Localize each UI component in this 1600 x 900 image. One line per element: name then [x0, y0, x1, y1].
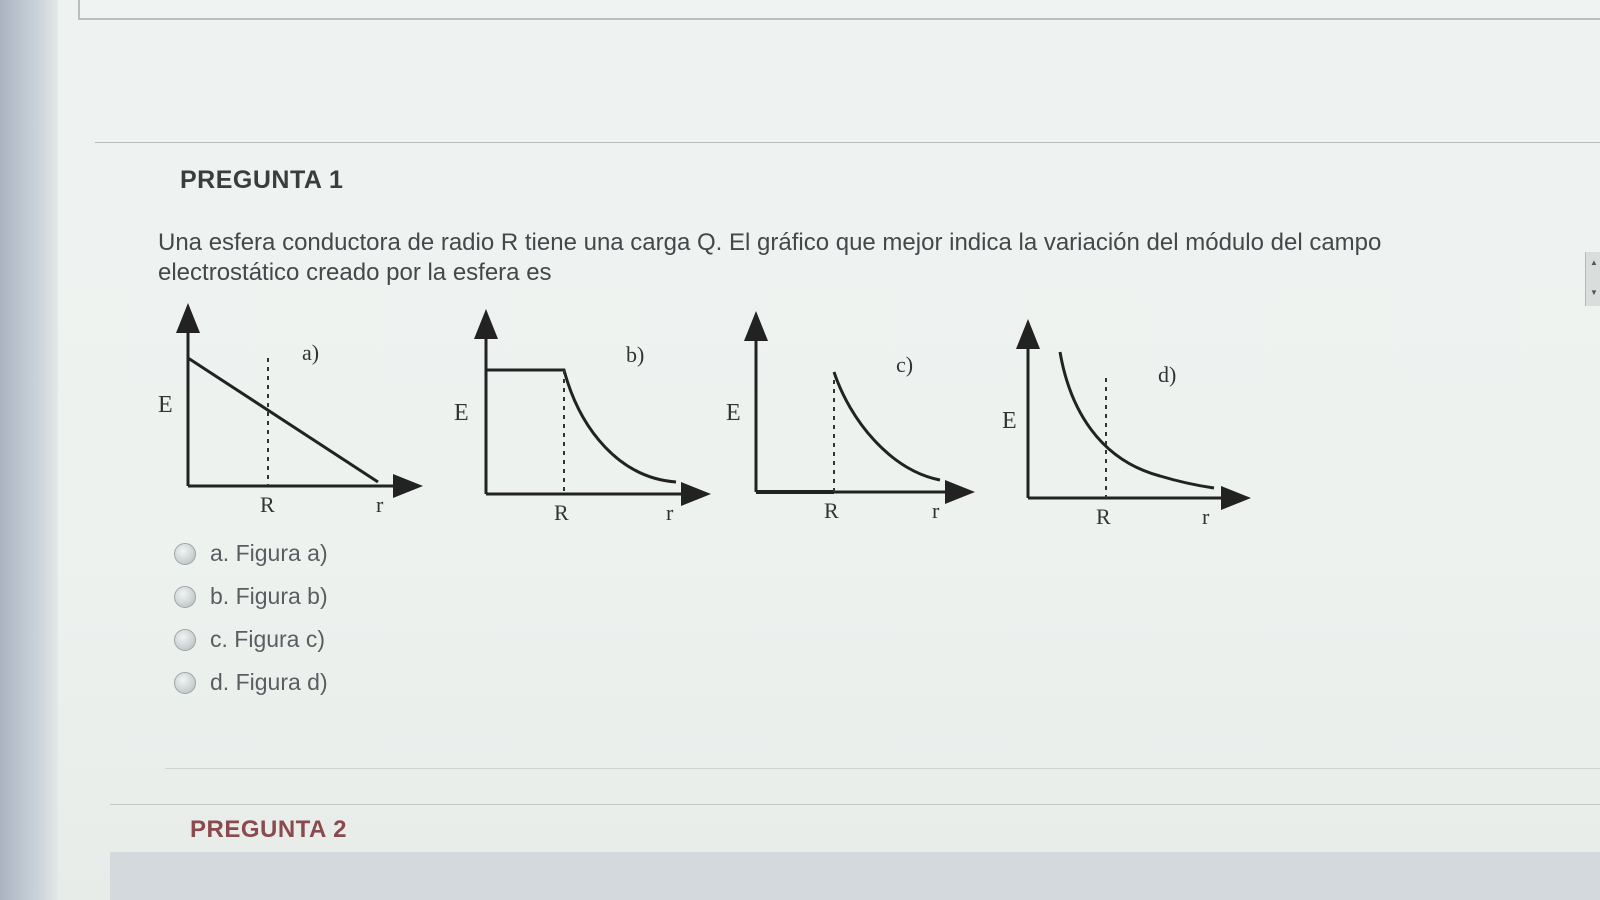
scroll-down-icon[interactable]: ▼: [1590, 288, 1598, 297]
divider-top: [95, 142, 1600, 143]
question-1-title: PREGUNTA 1: [180, 166, 344, 194]
figure-b-x-label: r: [666, 500, 674, 525]
previous-section-box: [78, 0, 1600, 20]
bottom-band: [110, 852, 1600, 900]
option-c[interactable]: [174, 618, 328, 661]
figure-a: [158, 318, 408, 517]
figure-a-curve: [188, 358, 378, 482]
option-a[interactable]: [174, 532, 328, 575]
figure-d-title: d): [1158, 362, 1177, 387]
figure-b-y-label: E: [454, 400, 469, 426]
option-b-radio[interactable]: [174, 586, 196, 608]
option-c-label[interactable]: c. Figura c): [210, 626, 326, 652]
option-d[interactable]: [174, 661, 328, 704]
option-a-radio[interactable]: [174, 543, 196, 565]
figure-d-x-label: r: [1202, 504, 1210, 529]
figure-c-title: c): [896, 352, 914, 377]
figure-c-r-label: R: [824, 498, 839, 523]
left-edge: [0, 0, 58, 900]
figure-d: [1002, 334, 1236, 529]
figure-d-curve: [1060, 352, 1214, 488]
divider-bottom: [110, 804, 1600, 805]
figure-c-curve: [834, 372, 940, 480]
scroll-up-icon[interactable]: ▲: [1590, 258, 1598, 267]
figures-image: [140, 300, 1280, 540]
scroll-handle[interactable]: [1585, 252, 1600, 306]
figure-a-title: a): [302, 340, 320, 365]
figure-b-title: b): [626, 342, 645, 367]
figure-a-r-label: R: [260, 492, 275, 517]
answer-options: [174, 532, 328, 704]
option-d-label[interactable]: d. Figura d): [210, 669, 328, 695]
figure-b-r-label: R: [554, 500, 569, 525]
question-1-text: Una esfera conductora de radio R tiene una carga Q. El gráfico que mejor indica la variación del módulo del campo electrostático creado por la esfera es: [158, 229, 1382, 286]
divider-mid: [165, 768, 1600, 769]
option-b-label[interactable]: b. Figura b): [210, 583, 328, 609]
figure-c: [726, 326, 960, 523]
question-2-title: PREGUNTA 2: [190, 816, 348, 843]
option-d-radio[interactable]: [174, 672, 196, 694]
option-c-radio[interactable]: [174, 629, 196, 651]
figure-c-x-label: r: [932, 498, 940, 523]
figure-d-y-label: E: [1002, 408, 1017, 434]
figure-a-x-label: r: [376, 492, 384, 517]
option-b[interactable]: [174, 575, 328, 618]
option-a-label[interactable]: a. Figura a): [210, 540, 328, 566]
figure-a-y-label: E: [158, 392, 173, 418]
figure-b: [454, 324, 696, 525]
figure-d-r-label: R: [1096, 504, 1111, 529]
figure-b-curve: [486, 370, 676, 482]
figure-c-y-label: E: [726, 400, 741, 426]
